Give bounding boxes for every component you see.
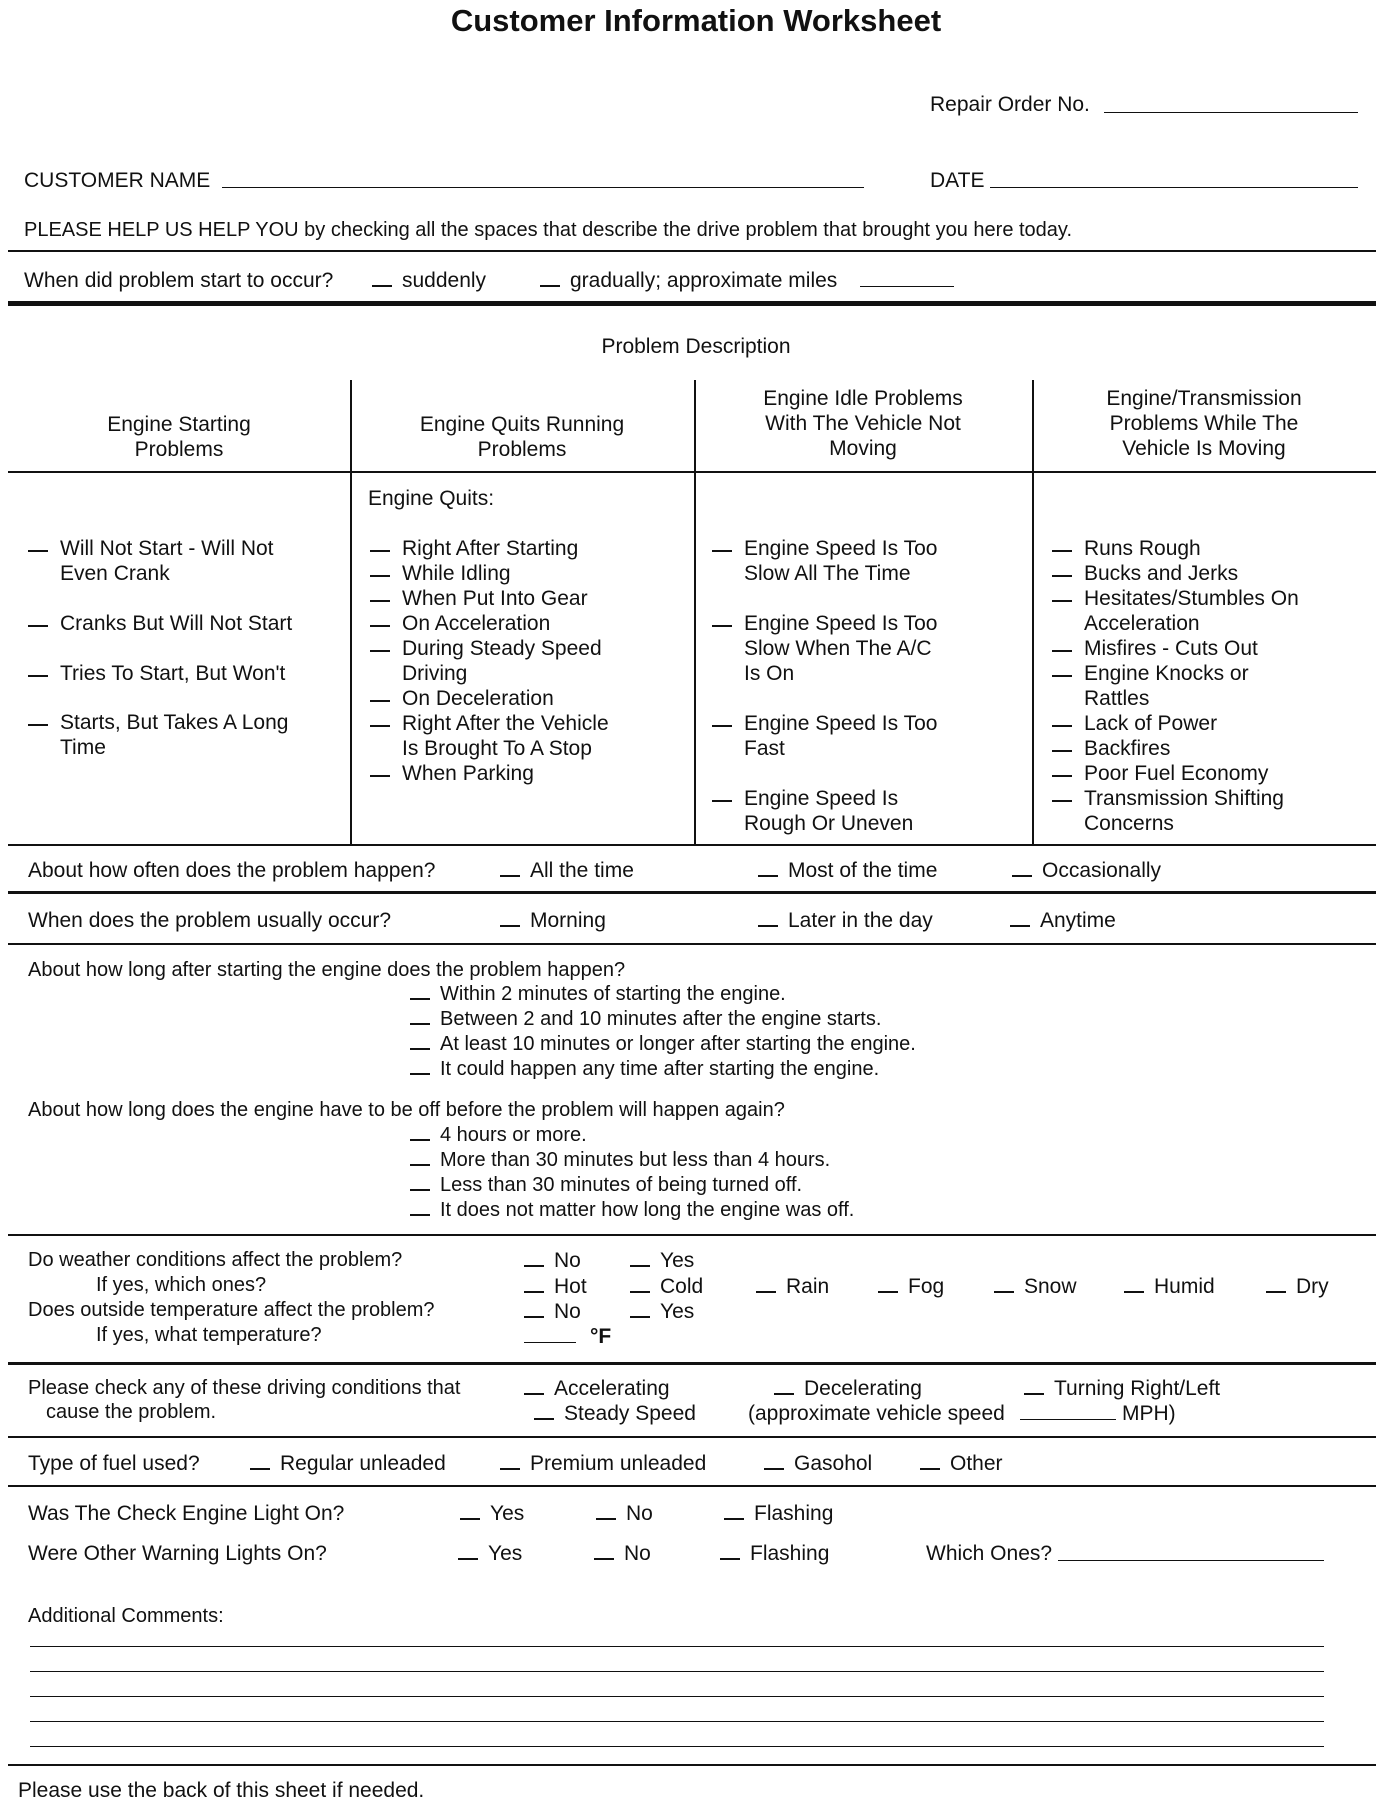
list-item[interactable]: Bucks and Jerks (1052, 561, 1238, 586)
checkbox[interactable] (28, 663, 48, 677)
date-field[interactable] (990, 187, 1358, 188)
approx-speed-label: (approximate vehicle speed (748, 1402, 1005, 1425)
checkbox[interactable] (540, 273, 560, 287)
driving-question: Please check any of these driving conditions that (28, 1377, 461, 1399)
repair-order-label: Repair Order No. (930, 93, 1090, 116)
checkbox[interactable] (630, 1253, 650, 1267)
list-item[interactable]: Engine Speed Is Too Slow When The A/C Is On (712, 611, 937, 687)
checkbox[interactable] (524, 1304, 544, 1318)
checkbox[interactable] (1012, 863, 1032, 877)
checkbox[interactable] (500, 1456, 520, 1470)
list-item[interactable]: Will Not Start - Will Not Even Crank (28, 536, 274, 586)
checkbox[interactable] (500, 863, 520, 877)
divider (8, 891, 1376, 894)
check-engine-question: Was The Check Engine Light On? (28, 1502, 345, 1525)
checkbox[interactable] (774, 1381, 794, 1395)
list-item[interactable]: Engine Speed Is Too Fast (712, 711, 937, 761)
list-item[interactable]: Lack of Power (1052, 711, 1217, 736)
temperature-yes-option[interactable]: Yes (630, 1299, 694, 1324)
divider (8, 1362, 1376, 1365)
weather-condition-option[interactable]: Rain (756, 1274, 829, 1299)
temperature-subquestion: If yes, what temperature? (96, 1324, 322, 1346)
column-header-idle: Engine Idle Problems With The Vehicle Not Moving (763, 387, 963, 461)
driving-turning-option[interactable]: Turning Right/Left (1024, 1376, 1220, 1401)
after-start-option[interactable]: At least 10 minutes or longer after starting the engine. (410, 1032, 916, 1056)
occur-option[interactable]: Morning (500, 908, 606, 933)
checkbox[interactable] (370, 713, 390, 727)
checkbox[interactable] (370, 588, 390, 602)
list-item[interactable]: When Put Into Gear (370, 586, 588, 611)
weather-condition-option[interactable]: Dry (1266, 1274, 1329, 1299)
engine-off-option[interactable]: It does not matter how long the engine was off. (410, 1198, 854, 1222)
fuel-option[interactable]: Regular unleaded (250, 1451, 446, 1476)
engine-off-option[interactable]: 4 hours or more. (410, 1123, 587, 1147)
checkbox[interactable] (410, 1202, 430, 1216)
checkbox[interactable] (372, 273, 392, 287)
engine-off-question: About how long does the engine have to be off before the problem will happen again? (28, 1099, 785, 1121)
list-item[interactable]: Misfires - Cuts Out (1052, 636, 1258, 661)
list-item[interactable]: Tries To Start, But Won't (28, 661, 285, 686)
list-item[interactable]: Cranks But Will Not Start (28, 611, 292, 636)
check-engine-option[interactable]: Yes (460, 1501, 524, 1526)
checkbox[interactable] (1052, 538, 1072, 552)
checkbox[interactable] (410, 1061, 430, 1075)
occur-option[interactable]: Anytime (1010, 908, 1116, 933)
weather-condition-option[interactable]: Hot (524, 1274, 587, 1299)
start-suddenly-option[interactable]: suddenly (372, 268, 486, 293)
checkbox[interactable] (1266, 1279, 1286, 1293)
customer-name-label: CUSTOMER NAME (24, 169, 211, 192)
divider (8, 844, 1376, 846)
which-ones-field[interactable] (1058, 1560, 1324, 1561)
checkbox[interactable] (878, 1279, 898, 1293)
checkbox[interactable] (1052, 663, 1072, 677)
checkbox[interactable] (370, 638, 390, 652)
customer-name-field[interactable] (222, 187, 864, 188)
list-item[interactable]: Right After Starting (370, 536, 578, 561)
checkbox[interactable] (1052, 563, 1072, 577)
checkbox[interactable] (370, 563, 390, 577)
warning-lights-option[interactable]: No (594, 1541, 651, 1566)
after-start-question: About how long after starting the engine does the problem happen? (28, 959, 626, 981)
after-start-option[interactable]: Within 2 minutes of starting the engine. (410, 982, 786, 1006)
checkbox[interactable] (1052, 788, 1072, 802)
footer-note: Please use the back of this sheet if needed. (18, 1779, 425, 1802)
warning-lights-question: Were Other Warning Lights On? (28, 1542, 327, 1565)
column-header-moving: Engine/Transmission Problems While The Vehicle Is Moving (1106, 387, 1302, 461)
list-item[interactable]: Engine Knocks or Rattles (1052, 661, 1249, 711)
checkbox[interactable] (410, 1127, 430, 1141)
checkbox[interactable] (1052, 638, 1072, 652)
weather-condition-option[interactable]: Fog (878, 1274, 944, 1299)
checkbox[interactable] (712, 788, 732, 802)
which-ones-label: Which Ones? (926, 1542, 1053, 1565)
warning-lights-option[interactable]: Flashing (720, 1541, 829, 1566)
comment-line[interactable] (30, 1746, 1324, 1747)
engine-off-option[interactable]: Less than 30 minutes of being turned off. (410, 1173, 802, 1197)
check-engine-option[interactable]: Flashing (724, 1501, 833, 1526)
frequency-option[interactable]: Most of the time (758, 858, 937, 883)
divider (8, 1234, 1376, 1236)
checkbox[interactable] (370, 538, 390, 552)
checkbox[interactable] (370, 613, 390, 627)
list-item[interactable]: Transmission Shifting Concerns (1052, 786, 1284, 836)
approx-miles-field[interactable] (860, 286, 954, 287)
after-start-option[interactable]: Between 2 and 10 minutes after the engine starts. (410, 1007, 881, 1031)
fuel-option[interactable]: Other (920, 1451, 1003, 1476)
warning-lights-option[interactable]: Yes (458, 1541, 522, 1566)
checkbox[interactable] (410, 1152, 430, 1166)
list-item[interactable]: Engine Speed Is Rough Or Uneven (712, 786, 913, 836)
checkbox[interactable] (758, 913, 778, 927)
checkbox[interactable] (458, 1546, 478, 1560)
list-item[interactable]: On Acceleration (370, 611, 550, 636)
checkbox[interactable] (410, 1011, 430, 1025)
checkbox[interactable] (630, 1304, 650, 1318)
approx-speed-field[interactable] (1020, 1419, 1116, 1420)
checkbox[interactable] (712, 713, 732, 727)
comments-label: Additional Comments: (28, 1605, 224, 1627)
temperature-no-option[interactable]: No (524, 1299, 581, 1324)
checkbox[interactable] (370, 688, 390, 702)
list-item[interactable]: When Parking (370, 761, 534, 786)
checkbox[interactable] (28, 613, 48, 627)
checkbox[interactable] (500, 913, 520, 927)
fuel-question: Type of fuel used? (28, 1452, 200, 1475)
checkbox[interactable] (410, 986, 430, 1000)
frequency-option[interactable]: All the time (500, 858, 634, 883)
checkbox[interactable] (370, 763, 390, 777)
divider (8, 250, 1376, 252)
column-header-quits: Engine Quits Running Problems (419, 413, 625, 462)
engine-quits-subheader: Engine Quits: (368, 487, 495, 510)
temperature-field[interactable] (524, 1342, 576, 1343)
checkbox[interactable] (756, 1279, 776, 1293)
checkbox[interactable] (712, 613, 732, 627)
divider (8, 1764, 1376, 1766)
driving-accelerating-option[interactable]: Accelerating (524, 1376, 670, 1401)
comment-line[interactable] (30, 1696, 1324, 1697)
after-start-option[interactable]: It could happen any time after starting the engine. (410, 1057, 879, 1081)
checkbox[interactable] (28, 538, 48, 552)
checkbox[interactable] (1024, 1381, 1044, 1395)
driving-steady-option[interactable]: Steady Speed (534, 1401, 696, 1426)
list-item[interactable]: Backfires (1052, 736, 1170, 761)
temperature-unit: °F (590, 1325, 612, 1348)
engine-off-option[interactable]: More than 30 minutes but less than 4 hours. (410, 1148, 830, 1172)
checkbox[interactable] (724, 1506, 744, 1520)
temperature-question: Does outside temperature affect the problem? (28, 1299, 435, 1321)
list-item[interactable]: Right After the Vehicle Is Brought To A Stop (370, 711, 609, 761)
checkbox[interactable] (758, 863, 778, 877)
comment-line[interactable] (30, 1671, 1324, 1672)
fuel-option[interactable]: Premium unleaded (500, 1451, 706, 1476)
checkbox[interactable] (764, 1456, 784, 1470)
checkbox[interactable] (630, 1279, 650, 1293)
checkbox[interactable] (994, 1279, 1014, 1293)
column-header-starting: Engine Starting Problems (107, 413, 251, 462)
list-item[interactable]: During Steady Speed Driving (370, 636, 602, 686)
divider (8, 1485, 1376, 1487)
checkbox[interactable] (1052, 738, 1072, 752)
divider (8, 301, 1376, 306)
checkbox[interactable] (534, 1406, 554, 1420)
start-gradually-option[interactable]: gradually; approximate miles (540, 268, 837, 293)
divider (8, 471, 1376, 473)
checkbox[interactable] (920, 1456, 940, 1470)
checkbox[interactable] (410, 1177, 430, 1191)
weather-subquestion: If yes, which ones? (96, 1274, 267, 1296)
checkbox[interactable] (1052, 763, 1072, 777)
list-item[interactable]: While Idling (370, 561, 511, 586)
frequency-question: About how often does the problem happen? (28, 859, 436, 882)
checkbox[interactable] (594, 1546, 614, 1560)
checkbox[interactable] (1124, 1279, 1144, 1293)
problem-description-label: Problem Description (601, 335, 791, 358)
checkbox[interactable] (524, 1279, 544, 1293)
occur-question: When does the problem usually occur? (28, 909, 392, 932)
checkbox[interactable] (712, 538, 732, 552)
list-item[interactable]: Starts, But Takes A Long Time (28, 710, 288, 760)
list-item[interactable]: Runs Rough (1052, 536, 1201, 561)
checkbox[interactable] (596, 1506, 616, 1520)
checkbox[interactable] (524, 1253, 544, 1267)
fuel-option[interactable]: Gasohol (764, 1451, 872, 1476)
mph-label: MPH) (1122, 1402, 1176, 1425)
page-title: Customer Information Worksheet (450, 3, 942, 38)
check-engine-option[interactable]: No (596, 1501, 653, 1526)
weather-condition-option[interactable]: Humid (1124, 1274, 1215, 1299)
checkbox[interactable] (250, 1456, 270, 1470)
checkbox[interactable] (460, 1506, 480, 1520)
checkbox[interactable] (410, 1036, 430, 1050)
checkbox[interactable] (1052, 588, 1072, 602)
frequency-option[interactable]: Occasionally (1012, 858, 1161, 883)
weather-no-option[interactable]: No (524, 1248, 581, 1273)
checkbox[interactable] (1052, 713, 1072, 727)
weather-condition-option[interactable]: Snow (994, 1274, 1077, 1299)
date-label: DATE (930, 169, 985, 192)
checkbox[interactable] (1010, 913, 1030, 927)
divider (8, 1436, 1376, 1438)
list-item[interactable]: Engine Speed Is Too Slow All The Time (712, 536, 937, 586)
comment-line[interactable] (30, 1646, 1324, 1647)
checkbox[interactable] (28, 712, 48, 726)
checkbox[interactable] (720, 1546, 740, 1560)
driving-decelerating-option[interactable]: Decelerating (774, 1376, 922, 1401)
list-item[interactable]: Poor Fuel Economy (1052, 761, 1268, 786)
repair-order-field[interactable] (1104, 112, 1358, 113)
list-item[interactable]: On Deceleration (370, 686, 554, 711)
weather-yes-option[interactable]: Yes (630, 1248, 694, 1273)
weather-question: Do weather conditions affect the problem? (28, 1249, 403, 1271)
weather-condition-option[interactable]: Cold (630, 1274, 703, 1299)
divider (8, 943, 1376, 945)
comment-line[interactable] (30, 1721, 1324, 1722)
checkbox[interactable] (524, 1381, 544, 1395)
start-question: When did problem start to occur? (24, 269, 334, 292)
intro-text: PLEASE HELP US HELP YOU by checking all the spaces that describe the drive problem that brought you here today. (24, 219, 1072, 241)
list-item[interactable]: Hesitates/Stumbles On Acceleration (1052, 586, 1299, 636)
driving-question-cont: cause the problem. (46, 1401, 217, 1423)
occur-option[interactable]: Later in the day (758, 908, 933, 933)
